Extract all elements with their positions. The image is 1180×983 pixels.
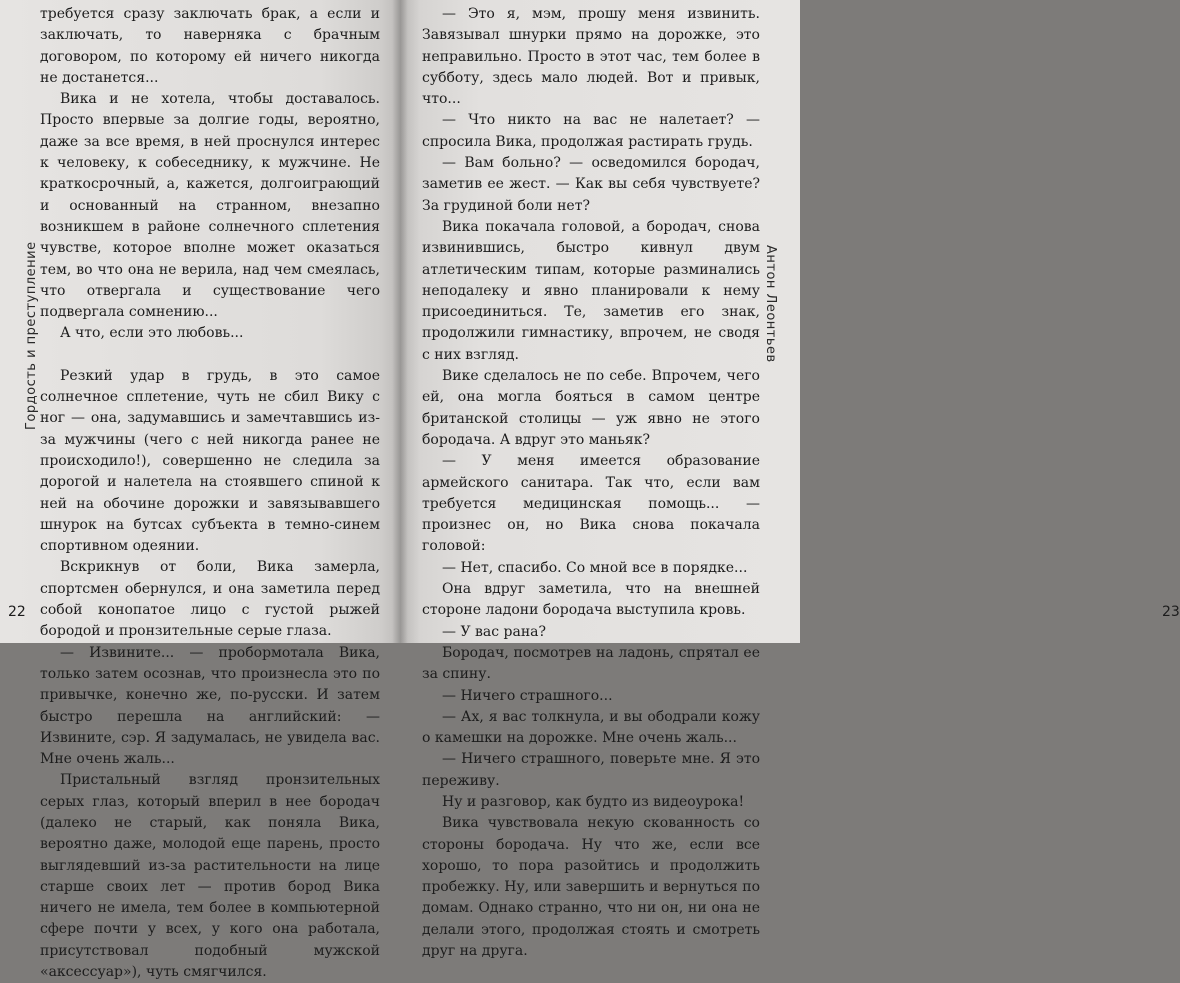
- paragraph: Она вдруг заметила, что на внешней стороне ладони бородача выступила кровь.: [422, 581, 760, 619]
- paragraph: — Ничего страшного...: [442, 687, 613, 704]
- paragraph: Вика чувствовала некую скованность со стороны бородача. Ну что же, если все хорошо, то пора разойтись и продолжить пробежку. Ну, или завершить и вернуться по домам. Однако странно, что ни он, ни она не делали этого, продолжая стоять и смотреть друг на друга.: [422, 815, 760, 960]
- paragraph: — Нет, спасибо. Со мной все в порядке...: [442, 559, 748, 576]
- paragraph: Ну и разговор, как будто из видеоурока!: [442, 793, 745, 810]
- paragraph: Вика и не хотела, чтобы доставалось. Просто впервые за долгие годы, вероятно, даже за все время, в ней проснулся интерес к человеку, к собеседнику, к мужчине. Не краткосрочный, а, кажется, долгоиграющий и основанный на странном, внезапно возникшем в районе солнечного сплетения чувстве, которое вполне может оказаться тем, во что она не верила, над чем смеялась, что отвергала и существование чего подвергала сомнению...: [40, 91, 380, 321]
- left-page-number: 22: [8, 604, 26, 620]
- left-page: [0, 0, 400, 981]
- paragraph: — Ничего страшного, поверьте мне. Я это переживу.: [422, 751, 760, 789]
- book-gutter: [392, 0, 408, 643]
- paragraph: Бородач, посмотрев на ладонь, спрятал ее за спину.: [422, 644, 760, 683]
- paragraph: Вика покачала головой, а бородач, снова извинившись, быстро кивнул двум атлетическим типам, которые разминались неподалеку и явно планировали к нему присоединиться. Те, заметив его знак, продолжили гимнастику, впрочем, не сводя с них взгляд.: [422, 218, 760, 363]
- paragraph: — Что никто на вас не налетает? — спросила Вика, продолжая растирать грудь.: [422, 112, 760, 150]
- right-page: [400, 0, 1180, 960]
- paragraph: — Это я, мэм, прошу меня извинить. Завязывал шнурки прямо на дорожке, это неправильно. Просто в этот час, тем более в субботу, здесь мало людей. Вот и привык, что...: [422, 6, 760, 108]
- paragraph: А что, если это любовь...: [60, 325, 244, 342]
- right-page-number: 23: [1162, 604, 1180, 620]
- paragraph: Вскрикнув от боли, Вика замерла, спортсмен обернулся, и она заметила перед собой конопатое лицо с густой рыжей бородой и пронзительные серые глаза.: [40, 559, 380, 640]
- paragraph: — У вас рана?: [442, 623, 547, 640]
- left-page-text: [40, 4, 380, 983]
- paragraph: — Вам больно? — осведомился бородач, заметив ее жест. — Как вы себя чувствуете? За грудиной боли нет?: [422, 155, 760, 214]
- paragraph: Резкий удар в грудь, в это самое солнечное сплетение, чуть не сбил Вику с ног — она, задумавшись и замечтавшись из-за мужчины (чего с ней никогда ранее не происходило!), совершенно не следила за дорогой и налетела на стоявшего спиной к ней на обочине дорожки и завязывавшего шнурок на бутсах субъекта в темно-синем спортивном одеянии.: [40, 367, 380, 555]
- left-running-head: Гордость и преступление: [24, 241, 39, 430]
- paragraph: требуется сразу заключать брак, а если и заключать, то наверняка с брачным договором, по которому ей ничего никогда не достанется...: [40, 6, 380, 86]
- paragraph: — Ах, я вас толкнула, и вы ободрали кожу о камешки на дорожке. Мне очень жаль...: [422, 708, 760, 747]
- right-running-head: Антон Леонтьев: [763, 245, 778, 363]
- paragraph: Вике сделалось не по себе. Впрочем, чего ей, она могла бояться в самом центре британской столицы — уж явно не этого бородача. А вдруг это маньяк?: [422, 368, 760, 448]
- right-page-text: [422, 4, 760, 962]
- paragraph: — У меня имеется образование армейского санитара. Так что, если вам требуется медицинская помощь... — произнес он, но Вика снова покачала головой:: [422, 453, 760, 555]
- paragraph: Пристальный взгляд пронзительных серых глаз, который вперил в нее бородач (далеко не старый, как поняла Вика, вероятно даже, молодой еще парень, просто выглядевший из-за растительности на лице старше своих лет — против бород Вика ничего не имела, тем более в компьютерной сфере почти у всех, у кого она работала, присутствовал подобный мужской «аксессуар»), чуть смягчился.: [40, 772, 380, 981]
- paragraph: — Извините... — пробормотала Вика, только затем осознав, что произнесла это по привычке, конечно же, по-русски. И затем быстро перешла на английский: — Извините, сэр. Я задумалась, не увидела вас. Мне очень жаль...: [40, 644, 380, 768]
